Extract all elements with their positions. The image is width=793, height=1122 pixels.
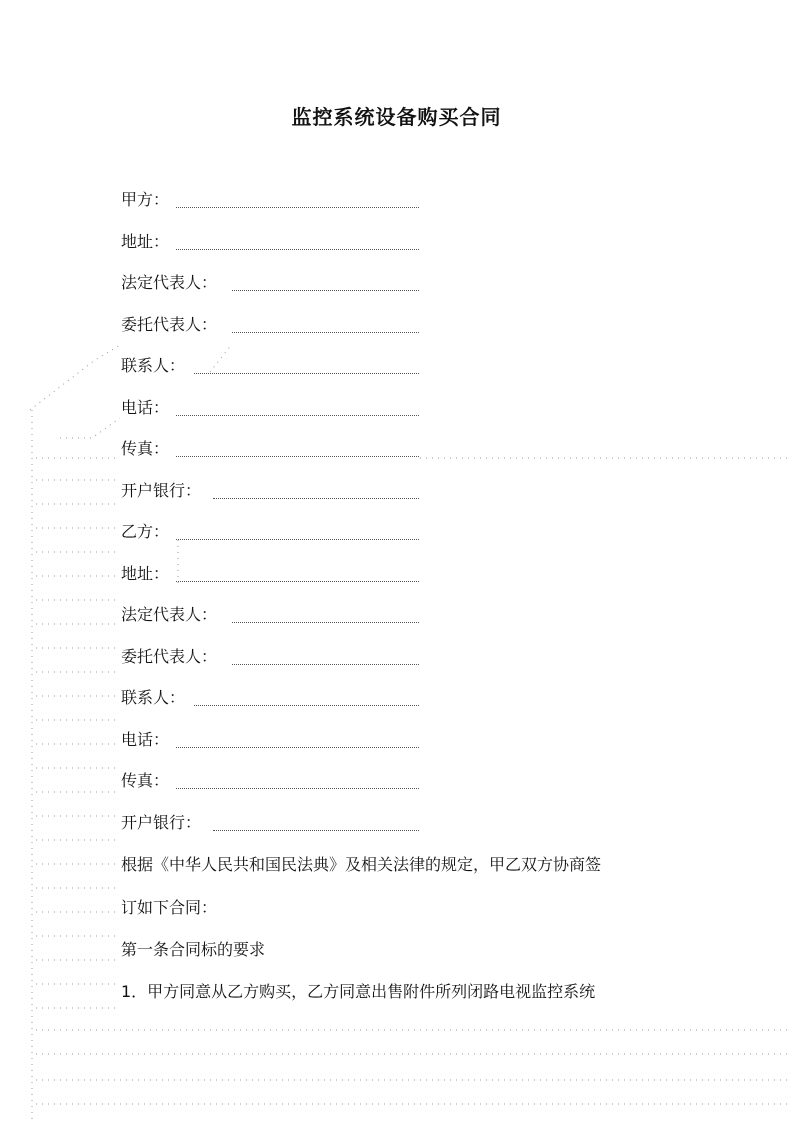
article-1-heading: 第一条合同标的要求: [121, 937, 265, 963]
artifact-diagonal-lower: [60, 418, 120, 438]
party-a-fax-label: 传真：: [121, 437, 169, 461]
party-a-agent-blank[interactable]: [232, 332, 419, 333]
party-a-label: 甲方：: [121, 188, 169, 212]
party-a-legal-rep-label: 法定代表人：: [121, 271, 217, 295]
party-a-legal-rep-blank[interactable]: [232, 290, 419, 291]
party-a-phone-blank[interactable]: [176, 415, 419, 416]
party-a-address-blank[interactable]: [176, 249, 419, 250]
intro-paragraph-line-1: 根据《中华人民共和国民法典》及相关法律的规定，甲乙双方协商签: [121, 852, 601, 878]
party-b-fax-blank[interactable]: [176, 788, 419, 789]
party-a-agent-label: 委托代表人：: [121, 313, 217, 337]
party-a-contact-label: 联系人：: [121, 354, 185, 378]
party-b-legal-rep-label: 法定代表人：: [121, 603, 217, 627]
party-a-bank-blank[interactable]: [213, 498, 419, 499]
party-a-contact-blank[interactable]: [194, 373, 419, 374]
party-b-label: 乙方：: [121, 520, 169, 544]
party-b-address-label: 地址：: [121, 562, 169, 586]
party-b-name-blank[interactable]: [176, 539, 419, 540]
party-b-fax-label: 传真：: [121, 769, 169, 793]
artifact-diagonal-short: [210, 344, 232, 372]
party-b-agent-blank[interactable]: [232, 664, 419, 665]
party-b-contact-blank[interactable]: [194, 705, 419, 706]
party-b-address-blank[interactable]: [176, 581, 419, 582]
party-b-legal-rep-blank[interactable]: [232, 622, 419, 623]
party-a-bank-label: 开户银行：: [121, 479, 201, 503]
party-b-phone-blank[interactable]: [176, 747, 419, 748]
contract-title: 监控系统设备购买合同: [291, 105, 502, 129]
party-b-bank-label: 开户银行：: [121, 811, 201, 835]
party-a-phone-label: 电话：: [121, 396, 169, 420]
party-a-address-label: 地址：: [121, 230, 169, 254]
intro-paragraph-line-2: 订如下合同：: [121, 895, 217, 921]
artifact-diagonal-upper: [30, 345, 120, 410]
clause-1-text: 1．甲方同意从乙方购买，乙方同意出售附件所列闭路电视监控系统: [121, 979, 595, 1005]
party-a-name-blank[interactable]: [176, 207, 419, 208]
party-b-bank-blank[interactable]: [213, 830, 419, 831]
party-b-contact-label: 联系人：: [121, 686, 185, 710]
party-b-phone-label: 电话：: [121, 728, 169, 752]
party-a-fax-blank[interactable]: [176, 456, 419, 457]
party-b-agent-label: 委托代表人：: [121, 645, 217, 669]
